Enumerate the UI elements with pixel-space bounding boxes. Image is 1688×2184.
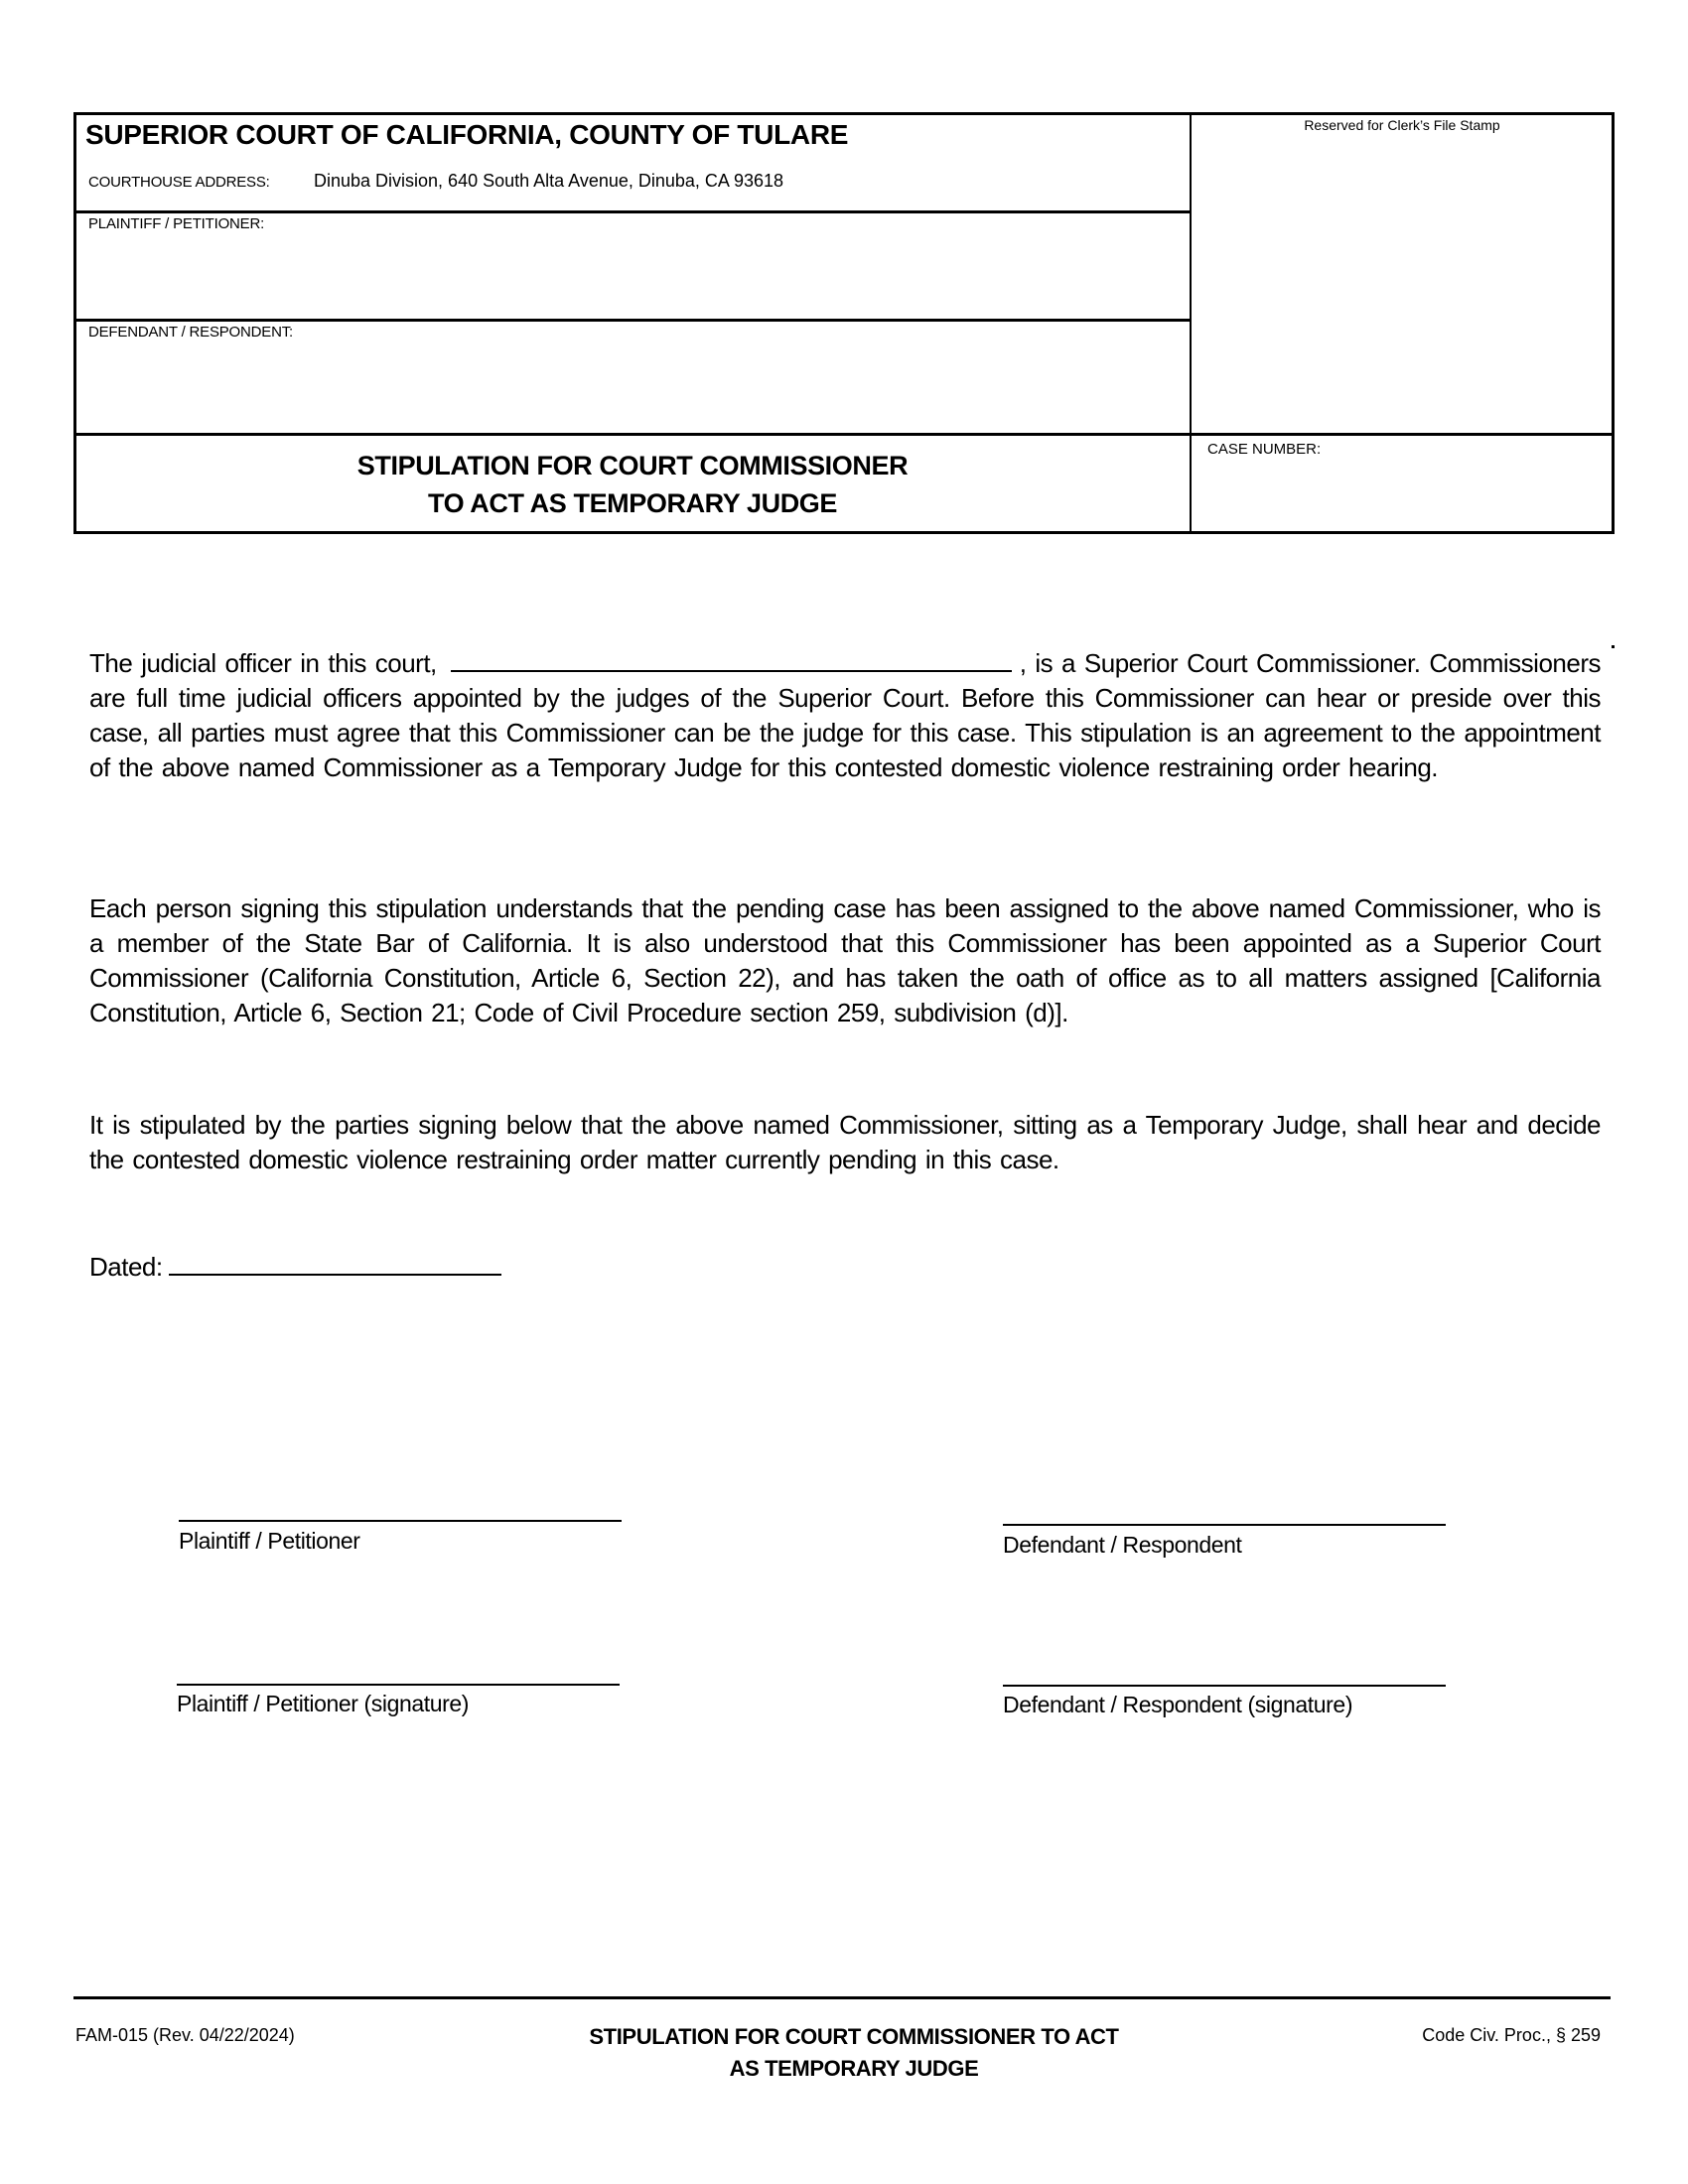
paragraph-1-rest: , is a Superior Court Commissioner. Commissioners are full time judicial officers appointed by the judges of the Superior Court. Before this Commissioner can hear or preside over this case, all parties must agree that this Commissioner can be the judge for this case. This stipulation is an agreement to the appointment of the above named Commissioner as a Temporary Judge for this contested domestic violence restraining order hearing.: [89, 648, 1601, 782]
court-name: SUPERIOR COURT OF CALIFORNIA, COUNTY OF TULARE: [85, 119, 849, 150]
plaintiff-name-line[interactable]: [179, 1520, 622, 1522]
form-title-line1: STIPULATION FOR COURT COMMISSIONER: [356, 451, 909, 480]
paragraph-2: Each person signing this stipulation understands that the pending case has been assigned to the above named Commissioner, who is a member of the State Bar of California. It is also understood that this Commissioner has been appointed as a Superior Court Commissioner (California Constitution, Article 6, Section 22), and has taken the oath of office as to all matters assigned [California Constitution, Article 6, Section 21; Code of Civil Procedure section 259, subdivision (d)].: [89, 893, 1601, 1027]
row-divider-defendant: [73, 433, 1615, 436]
courthouse-address-value: Dinuba Division, 640 South Alta Avenue, Dinuba, CA 93618: [314, 171, 784, 191]
plaintiff-field[interactable]: [85, 238, 1178, 314]
case-number-label: CASE NUMBER:: [1207, 441, 1322, 458]
paragraph-1: [89, 646, 1601, 785]
case-number-field[interactable]: [1203, 465, 1601, 524]
row-divider-address: [73, 210, 1192, 213]
caption-top-border: [73, 112, 1615, 115]
defendant-field[interactable]: [85, 347, 1178, 427]
defendant-name-line[interactable]: [1003, 1524, 1446, 1526]
caption-right-border: [1612, 112, 1615, 534]
plaintiff-name-label: Plaintiff / Petitioner: [179, 1528, 360, 1554]
plaintiff-signature-line[interactable]: [177, 1684, 620, 1686]
plaintiff-signature-label: Plaintiff / Petitioner (signature): [177, 1691, 470, 1716]
statute-citation: Code Civ. Proc., § 259: [1422, 2025, 1601, 2045]
defendant-label: DEFENDANT / RESPONDENT:: [88, 324, 293, 341]
clerk-stamp-label: Reserved for Clerk’s File Stamp: [1304, 117, 1500, 133]
paragraph-3: It is stipulated by the parties signing below that the above named Commissioner, sitting as a Temporary Judge, shall hear and decide the contested domestic violence restraining order matter currently pending in this case.: [89, 1110, 1601, 1174]
footer-title-line1: STIPULATION FOR COURT COMMISSIONER TO ACT: [589, 2024, 1119, 2049]
stray-mark: [1612, 645, 1615, 648]
dated-field[interactable]: [169, 1250, 501, 1276]
judicial-officer-name-field[interactable]: [451, 648, 1012, 672]
form-title-line2: TO ACT AS TEMPORARY JUDGE: [427, 488, 838, 518]
defendant-signature-label: Defendant / Respondent (signature): [1003, 1692, 1353, 1717]
paragraph-1-intro: The judicial officer in this court,: [89, 648, 437, 678]
footer-title-line2: AS TEMPORARY JUDGE: [729, 2056, 979, 2081]
form-id: FAM-015 (Rev. 04/22/2024): [75, 2025, 295, 2045]
caption-divider: [1190, 112, 1192, 534]
caption-bottom-border: [73, 531, 1615, 534]
dated-label: Dated:: [89, 1252, 163, 1282]
dated-row: [89, 1250, 501, 1283]
footer-title: [457, 2021, 1251, 2085]
defendant-name-label: Defendant / Respondent: [1003, 1532, 1242, 1558]
form-title: [75, 447, 1190, 522]
courthouse-address-label: COURTHOUSE ADDRESS:: [88, 174, 270, 191]
defendant-signature-line[interactable]: [1003, 1685, 1446, 1687]
row-divider-plaintiff: [73, 319, 1192, 322]
footer-rule: [73, 1996, 1611, 1999]
plaintiff-label: PLAINTIFF / PETITIONER:: [88, 215, 265, 232]
